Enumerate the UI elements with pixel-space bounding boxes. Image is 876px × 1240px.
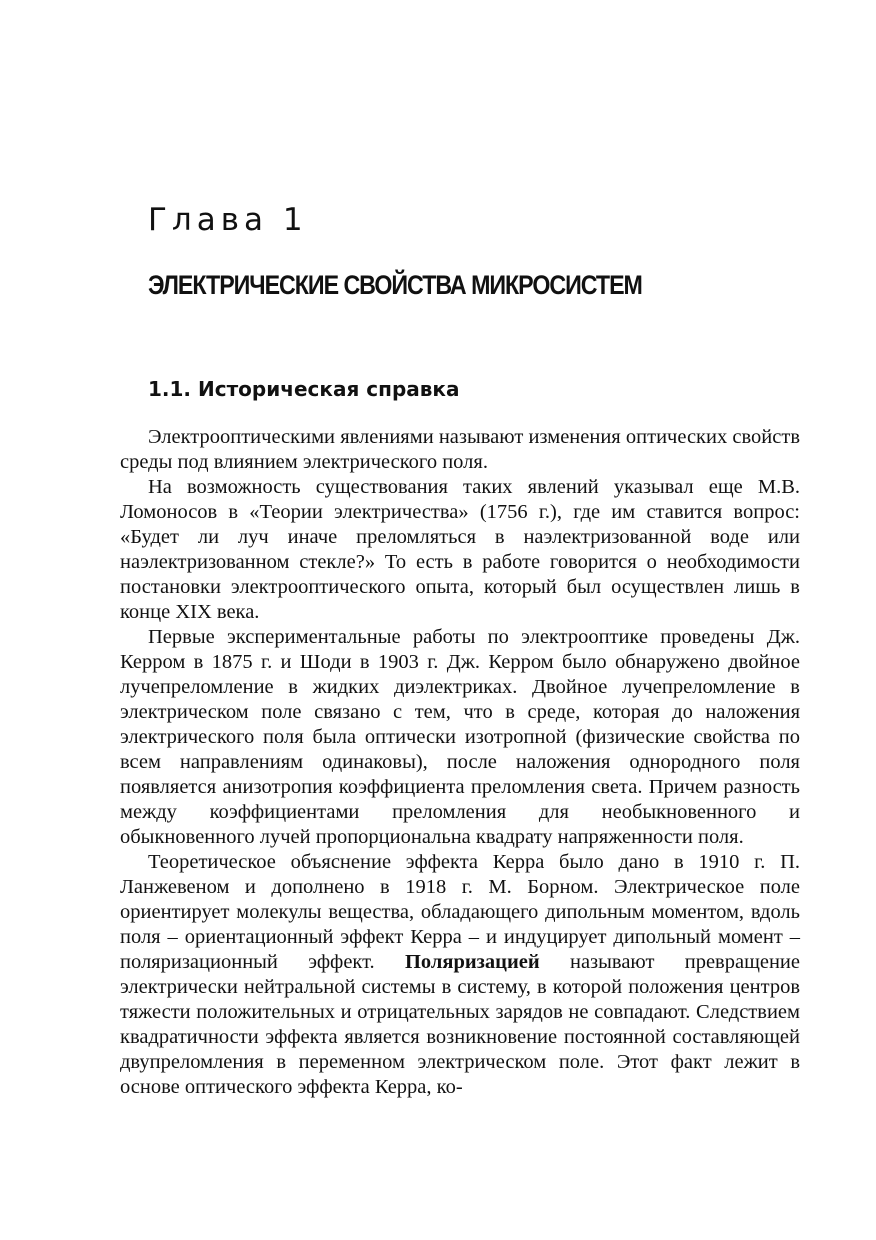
chapter-title: ЭЛЕКТРИЧЕСКИЕ СВОЙСТВА МИКРОСИСТЕМ xyxy=(148,270,642,300)
term-polarization: Поляризацией xyxy=(404,951,540,973)
body-text xyxy=(120,425,800,1100)
book-page xyxy=(120,200,800,1100)
chapter-label: Глава 1 xyxy=(148,202,308,238)
paragraph-1: Электрооптическими явлениями называют изменения оптических свойств среды под влиянием электрического поля. xyxy=(120,426,800,473)
section-title: 1.1. Историческая справка xyxy=(148,377,460,401)
paragraph-3: Первые экспериментальные работы по электрооптике проведены Дж. Керром в 1875 г. и Шоди в 1903 г. Дж. Керром было обнаружено двойное лучепреломление в жидких диэлектриках. Двойное лучепреломление в электрическом поле связано с тем, что в среде, которая до наложения электрического поля была оптически изотропной (физические свойства по всем направлениям одинаковы), после наложения однородного поля появляется анизотропия коэффициента преломления света. Причем разность между коэффициентами преломления для необыкновенного и обыкновенного лучей пропорциональна квадрату напряженности поля. xyxy=(120,626,800,848)
paragraph-4 xyxy=(120,850,800,1100)
paragraph-2: На возможность существования таких явлений указывал еще М.В. Ломоносов в «Теории электричества» (1756 г.), где им ставится вопрос: «Будет ли луч иначе преломляться в наэлектризованной воде или наэлектризованном стекле?» То есть в работе говорится о необходимости постановки электрооптического опыта, который был осуществлен лишь в конце XIX века. xyxy=(120,476,800,623)
paragraph-4-start: Теоретическое объяснение эффекта Керра было дано в 1910 г. П. Ланжевеном и дополнено в 1918 г. М. Борном. Электрическое поле ориентирует молекулы вещества, обладающего дипольным моментом, вдоль поля – ориентационный эффект Керра – и индуцирует дипольный момент – поляризационный эффект. xyxy=(120,851,800,973)
paragraph-4-end: называют превращение электрически нейтральной системы в систему, в которой положения центров тяжести положительных и отрицательных зарядов не совпадают. Следствием квадратичности эффекта является возникновение постоянной составляющей двупреломления в переменном электрическом поле. Этот факт лежит в основе оптического эффекта Керра, ко- xyxy=(120,951,800,1098)
